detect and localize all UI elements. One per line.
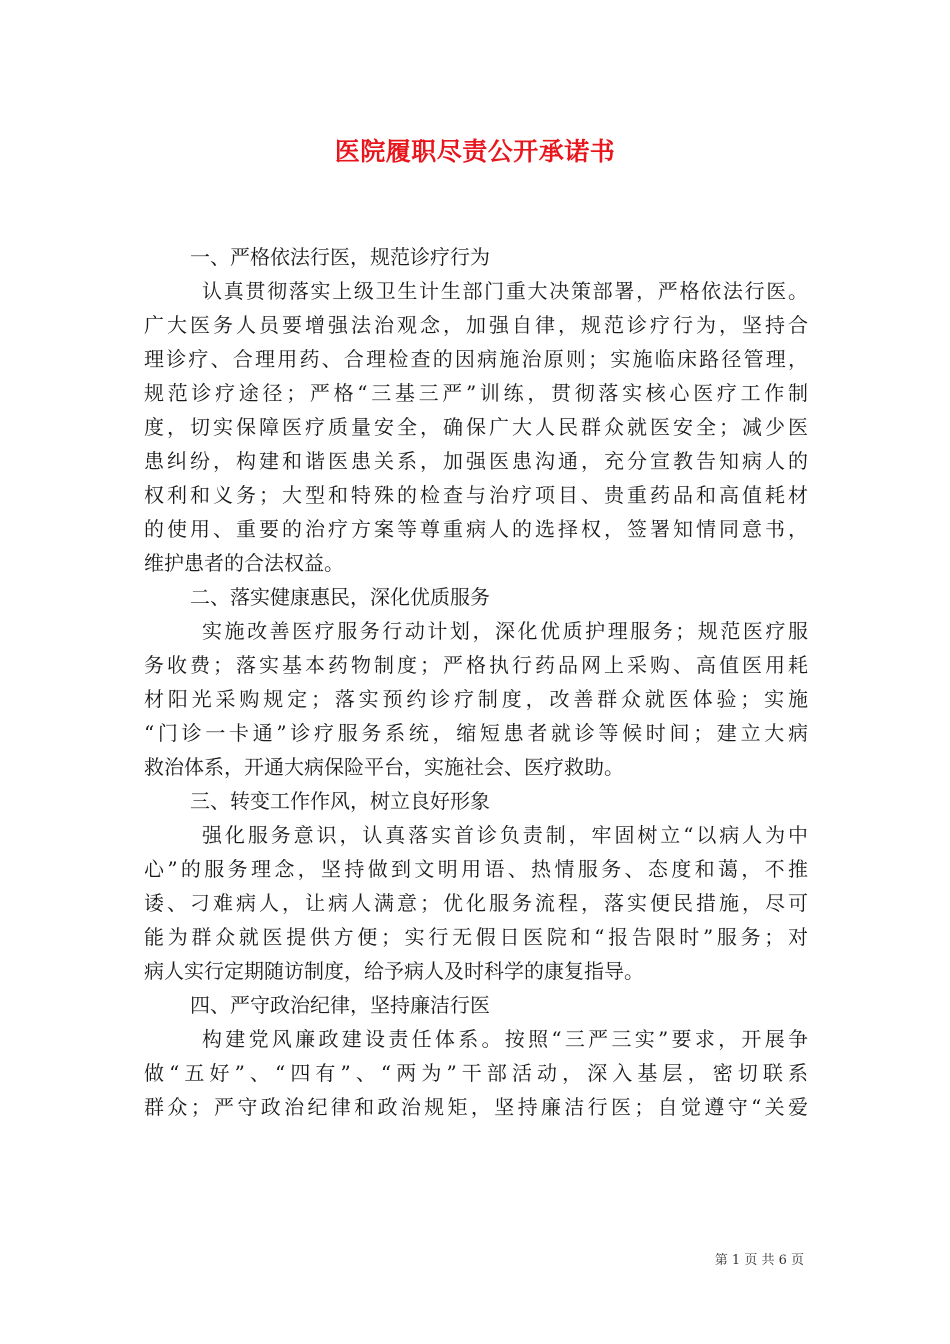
section-heading: 三、转变工作作风，树立良好形象 xyxy=(190,789,490,813)
paragraph-line: 广大医务人员要增强法治观念，加强自律，规范诊疗行为，坚持合 xyxy=(144,313,808,337)
section-paragraph xyxy=(144,614,808,784)
section-paragraph xyxy=(144,1022,808,1124)
section-paragraph xyxy=(144,274,808,580)
section-heading: 二、落实健康惠民，深化优质服务 xyxy=(190,585,490,609)
paragraph-line: 群众；严守政治纪律和政治规矩，坚持廉洁行医；自觉遵守“关爱 xyxy=(144,1095,808,1119)
document-body xyxy=(144,240,808,1124)
paragraph-line: 权利和义务；大型和特殊的检查与治疗项目、贵重药品和高值耗材 xyxy=(144,483,808,507)
paragraph-line: 诿、刁难病人，让病人满意；优化服务流程，落实便民措施，尽可 xyxy=(144,891,808,915)
paragraph-line: 规范诊疗途径；严格“三基三严”训练，贯彻落实核心医疗工作制 xyxy=(144,381,808,405)
paragraph-line: 心”的服务理念，坚持做到文明用语、热情服务、态度和蔼，不推 xyxy=(144,857,808,881)
document-title: 医院履职尽责公开承诺书 xyxy=(334,137,616,166)
paragraph-line: 材阳光采购规定；落实预约诊疗制度，改善群众就医体验；实施 xyxy=(144,687,808,711)
paragraph-line: 患纠纷，构建和谐医患关系，加强医患沟通，充分宣教告知病人的 xyxy=(144,449,808,473)
paragraph-line: 度，切实保障医疗质量安全，确保广大人民群众就医安全；减少医 xyxy=(144,415,808,439)
paragraph-line: “门诊一卡通”诊疗服务系统，缩短患者就诊等候时间；建立大病 xyxy=(144,721,808,745)
paragraph-line: 构建党风廉政建设责任体系。按照“三严三实”要求，开展争 xyxy=(202,1027,808,1051)
paragraph-line: 的使用、重要的治疗方案等尊重病人的选择权，签署知情同意书， xyxy=(144,517,808,541)
section-heading: 一、严格依法行医，规范诊疗行为 xyxy=(190,245,490,269)
paragraph-line: 认真贯彻落实上级卫生计生部门重大决策部署，严格依法行医。 xyxy=(202,279,808,303)
paragraph-line: 救治体系，开通大病保险平台，实施社会、医疗救助。 xyxy=(144,755,624,779)
page-number: 第 1 页 共 6 页 xyxy=(714,1253,804,1268)
paragraph-line: 理诊疗、合理用药、合理检查的因病施治原则；实施临床路径管理， xyxy=(144,347,808,371)
paragraph-line: 病人实行定期随访制度，给予病人及时科学的康复指导。 xyxy=(144,959,644,983)
paragraph-line: 实施改善医疗服务行动计划，深化优质护理服务；规范医疗服 xyxy=(202,619,808,643)
paragraph-line: 能为群众就医提供方便；实行无假日医院和“报告限时”服务；对 xyxy=(144,925,808,949)
paragraph-line: 强化服务意识，认真落实首诊负责制，牢固树立“以病人为中 xyxy=(202,823,808,847)
section-paragraph xyxy=(144,818,808,988)
paragraph-line: 做“五好”、“四有”、“两为”干部活动，深入基层，密切联系 xyxy=(144,1061,808,1085)
paragraph-line: 务收费；落实基本药物制度；严格执行药品网上采购、高值医用耗 xyxy=(144,653,808,677)
section-heading: 四、严守政治纪律，坚持廉洁行医 xyxy=(190,993,490,1017)
paragraph-line: 维护患者的合法权益。 xyxy=(144,551,344,575)
